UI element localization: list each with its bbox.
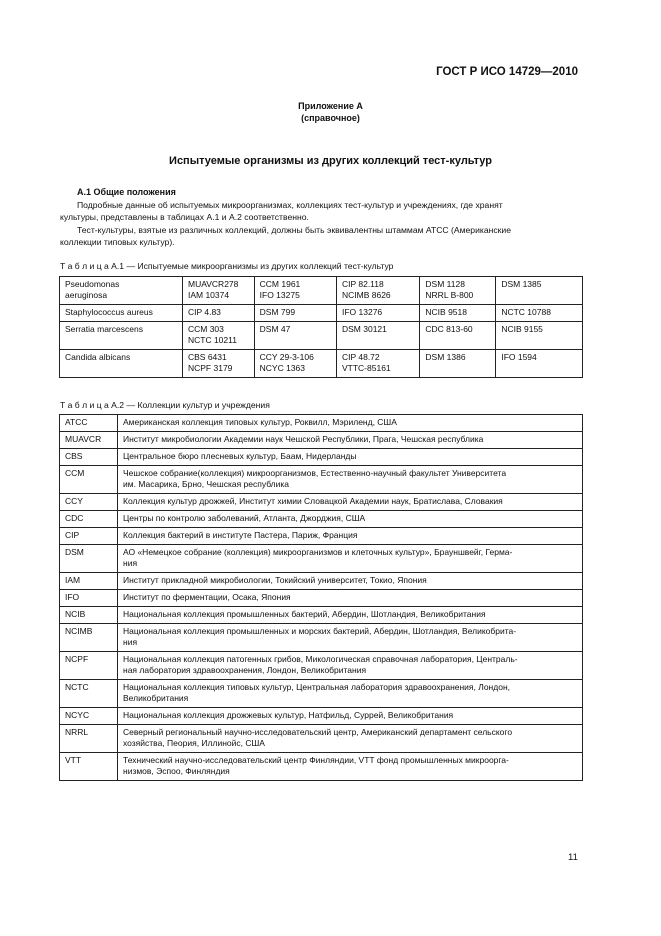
cell-line: CCM 303 — [187, 324, 224, 334]
strain-cell — [336, 277, 419, 305]
cell-line: Великобритания — [123, 693, 189, 703]
cell-line: NCTC 10211 — [187, 335, 237, 345]
collection-abbr: VTT — [60, 753, 118, 781]
page-number: 11 — [568, 852, 578, 863]
organism-cell — [60, 277, 183, 305]
cell-line: Институт прикладной микробиологии, Токийский университет, Токио, Япония — [123, 575, 427, 585]
table-row — [60, 680, 583, 708]
cell-line: Коллекция бактерий в институте Пастера, Париж, Франция — [123, 530, 358, 540]
cell-line: NCIMB 8626 — [341, 290, 391, 300]
collection-description — [118, 432, 583, 449]
strain-cell — [182, 305, 254, 322]
table-row — [60, 466, 583, 494]
cell-line: DSM 47 — [259, 324, 291, 334]
collection-description — [118, 652, 583, 680]
table-row — [60, 652, 583, 680]
strain-cell — [420, 277, 496, 305]
cell-line: DSM 30121 — [341, 324, 387, 334]
table-row — [60, 432, 583, 449]
collection-abbr: MUAVCR — [60, 432, 118, 449]
organism-cell — [60, 322, 183, 350]
collection-abbr: NCIB — [60, 607, 118, 624]
table-row — [60, 573, 583, 590]
table-row — [60, 708, 583, 725]
strain-cell — [496, 322, 583, 350]
annex-title: Приложение А — [298, 101, 363, 111]
cell-line: CIP 4.83 — [187, 307, 221, 317]
collection-abbr: ATCC — [60, 415, 118, 432]
collections-table — [59, 414, 583, 781]
collection-description — [118, 494, 583, 511]
main-title: Испытуемые организмы из других коллекций тест-культур — [169, 155, 492, 167]
annex-heading — [0, 100, 661, 124]
cell-line: Национальная коллекция промышленных бактерий, Абердин, Шотландия, Великобритания — [123, 609, 486, 619]
collection-abbr: NCIMB — [60, 624, 118, 652]
collection-abbr: IAM — [60, 573, 118, 590]
cell-line: CCY 29-3-106 — [259, 352, 314, 362]
table-row — [60, 305, 583, 322]
cell-line: Candida albicans — [65, 352, 131, 362]
cell-line: ния — [123, 558, 138, 568]
cell-line: Национальная коллекция патогенных грибов, Микологическая справочная лаборатория, Централь- — [123, 654, 518, 664]
cell-line: Технический научно-исследовательский центр Финляндии, VTT фонд промышленных микроорга- — [123, 755, 509, 765]
cell-line: Staphylococcus aureus — [65, 307, 153, 317]
table-row — [60, 753, 583, 781]
cell-line: CBS 6431 — [187, 352, 227, 362]
cell-line: DSM 1128 — [425, 279, 465, 289]
strain-cell — [336, 305, 419, 322]
cell-line: Институт по ферментации, Осака, Япония — [123, 592, 291, 602]
table-row — [60, 415, 583, 432]
strain-cell — [254, 350, 336, 378]
cell-line: CDC 813-60 — [425, 324, 473, 334]
strain-cell — [182, 277, 254, 305]
collection-description — [118, 415, 583, 432]
collection-abbr: CDC — [60, 511, 118, 528]
cell-line: NCYC 1363 — [259, 363, 305, 373]
strain-cell — [496, 350, 583, 378]
strain-cell — [182, 350, 254, 378]
collection-description — [118, 511, 583, 528]
paragraph-2-line-2: коллекции типовых культур). — [60, 237, 175, 247]
cell-line: DSM 1385 — [501, 279, 542, 289]
cell-line: NCPF 3179 — [187, 363, 233, 373]
collection-abbr: IFO — [60, 590, 118, 607]
collection-abbr: CIP — [60, 528, 118, 545]
cell-line: IAM 10374 — [187, 290, 230, 300]
cell-line: NCIB 9155 — [501, 324, 543, 334]
collection-abbr: CBS — [60, 449, 118, 466]
table-row — [60, 277, 583, 305]
cell-line: низмов, Эспоо, Финляндия — [123, 766, 230, 776]
cell-line: им. Масарика, Брно, Чешская республика — [123, 479, 290, 489]
cell-line: АО «Немецкое собрание (коллекция) микроорганизмов и клеточных культур», Брауншвейг, Герма- — [123, 547, 513, 557]
collection-description — [118, 466, 583, 494]
table-row — [60, 528, 583, 545]
cell-line: Центральное бюро плесневых культур, Баам, Нидерланды — [123, 451, 357, 461]
collection-abbr: CCM — [60, 466, 118, 494]
cell-line: aeruginosa — [65, 290, 108, 300]
cell-line: хозяйства, Пеория, Иллинойс, США — [123, 738, 265, 748]
cell-line: NRRL B-800 — [425, 290, 474, 300]
collection-description — [118, 725, 583, 753]
collection-description — [118, 607, 583, 624]
paragraph-2 — [60, 224, 580, 248]
strain-cell — [254, 277, 336, 305]
cell-line: CCM 1961 — [259, 279, 301, 289]
cell-line: Американская коллекция типовых культур, Роквилл, Мэриленд, США — [123, 417, 397, 427]
collection-description — [118, 590, 583, 607]
cell-line: DSM 1386 — [425, 352, 466, 362]
collection-abbr: NCYC — [60, 708, 118, 725]
table-row — [60, 545, 583, 573]
cell-line: Национальная коллекция типовых культур, Центральная лаборатория здравоохранения, Лондон, — [123, 682, 510, 692]
cell-line: IFO 13275 — [259, 290, 300, 300]
document-header: ГОСТ Р ИСО 14729—2010 — [436, 66, 578, 78]
paragraph-2-line-1: Тест-культуры, взятые из различных коллекций, должны быть эквивалентны штаммам АТСС (Американские — [77, 225, 511, 235]
cell-line: DSM 799 — [259, 307, 296, 317]
collection-abbr: CCY — [60, 494, 118, 511]
table-row — [60, 350, 583, 378]
cell-line: Институт микробиологии Академии наук Чешской Республики, Прага, Чешская республика — [123, 434, 484, 444]
strain-cell — [254, 305, 336, 322]
collection-description — [118, 449, 583, 466]
table-row — [60, 511, 583, 528]
table-2-caption: Т а б л и ц а А.2 — Коллекции культур и учреждения — [60, 400, 270, 410]
table-row — [60, 607, 583, 624]
strain-cell — [496, 277, 583, 305]
strain-cell — [336, 350, 419, 378]
strain-cell — [254, 322, 336, 350]
collection-description — [118, 573, 583, 590]
table-row — [60, 322, 583, 350]
cell-line: Коллекция культур дрожжей, Институт химии Словацкой Академии наук, Братислава, Словакия — [123, 496, 503, 506]
strain-cell — [420, 322, 496, 350]
cell-line: Национальная коллекция дрожжевых культур, Натфильд, Суррей, Великобритания — [123, 710, 454, 720]
collection-description — [118, 545, 583, 573]
cell-line: Центры по контролю заболеваний, Атланта, Джорджия, США — [123, 513, 366, 523]
collection-abbr: NRRL — [60, 725, 118, 753]
table-row — [60, 725, 583, 753]
cell-line: Национальная коллекция промышленных и морских бактерий, Абердин, Шотландия, Великобрита- — [123, 626, 517, 636]
strain-cell — [182, 322, 254, 350]
annex-subtitle: (справочное) — [301, 113, 360, 123]
cell-line: Северный региональный научно-исследовательский центр, Американский департамент сельского — [123, 727, 513, 737]
cell-line: IFO 1594 — [501, 352, 537, 362]
cell-line: NCIB 9518 — [425, 307, 467, 317]
table-row — [60, 624, 583, 652]
table-1-caption: Т а б л и ц а А.1 — Испытуемые микроорганизмы из других коллекций тест-культур — [60, 261, 394, 271]
cell-line: Чешское собрание(коллекция) микроорганизмов, Естественно-научный факультет Университета — [123, 468, 507, 478]
collection-description — [118, 708, 583, 725]
collection-description — [118, 753, 583, 781]
collection-abbr: NCPF — [60, 652, 118, 680]
paragraph-1 — [60, 199, 580, 223]
table-row — [60, 494, 583, 511]
strain-cell — [420, 350, 496, 378]
collection-abbr: DSM — [60, 545, 118, 573]
organism-cell — [60, 305, 183, 322]
cell-line: ная лаборатория здравоохранения, Лондон, Великобритания — [123, 665, 367, 675]
table-row — [60, 590, 583, 607]
paragraph-1-line-2: культуры, представлены в таблицах А.1 и А.2 соответственно. — [60, 212, 309, 222]
cell-line: CIP 48.72 — [341, 352, 380, 362]
cell-line: ния — [123, 637, 138, 647]
collection-description — [118, 680, 583, 708]
strain-cell — [496, 305, 583, 322]
organisms-table — [59, 276, 583, 378]
cell-line: Pseudomonas — [65, 279, 120, 289]
cell-line: IFO 13276 — [341, 307, 383, 317]
strain-cell — [420, 305, 496, 322]
cell-line: Serratia marcescens — [65, 324, 143, 334]
collection-description — [118, 528, 583, 545]
cell-line: MUAVCR278 — [187, 279, 239, 289]
paragraph-1-line-1: Подробные данные об испытуемых микроорганизмах, коллекциях тест-культур и учреждениях, где хранят — [77, 200, 503, 210]
section-heading: А.1 Общие положения — [77, 187, 176, 197]
organism-cell — [60, 350, 183, 378]
table-row — [60, 449, 583, 466]
cell-line: CIP 82.118 — [341, 279, 384, 289]
cell-line: VTTC-85161 — [341, 363, 391, 373]
cell-line: NCTC 10788 — [501, 307, 551, 317]
collection-description — [118, 624, 583, 652]
strain-cell — [336, 322, 419, 350]
collection-abbr: NCTC — [60, 680, 118, 708]
